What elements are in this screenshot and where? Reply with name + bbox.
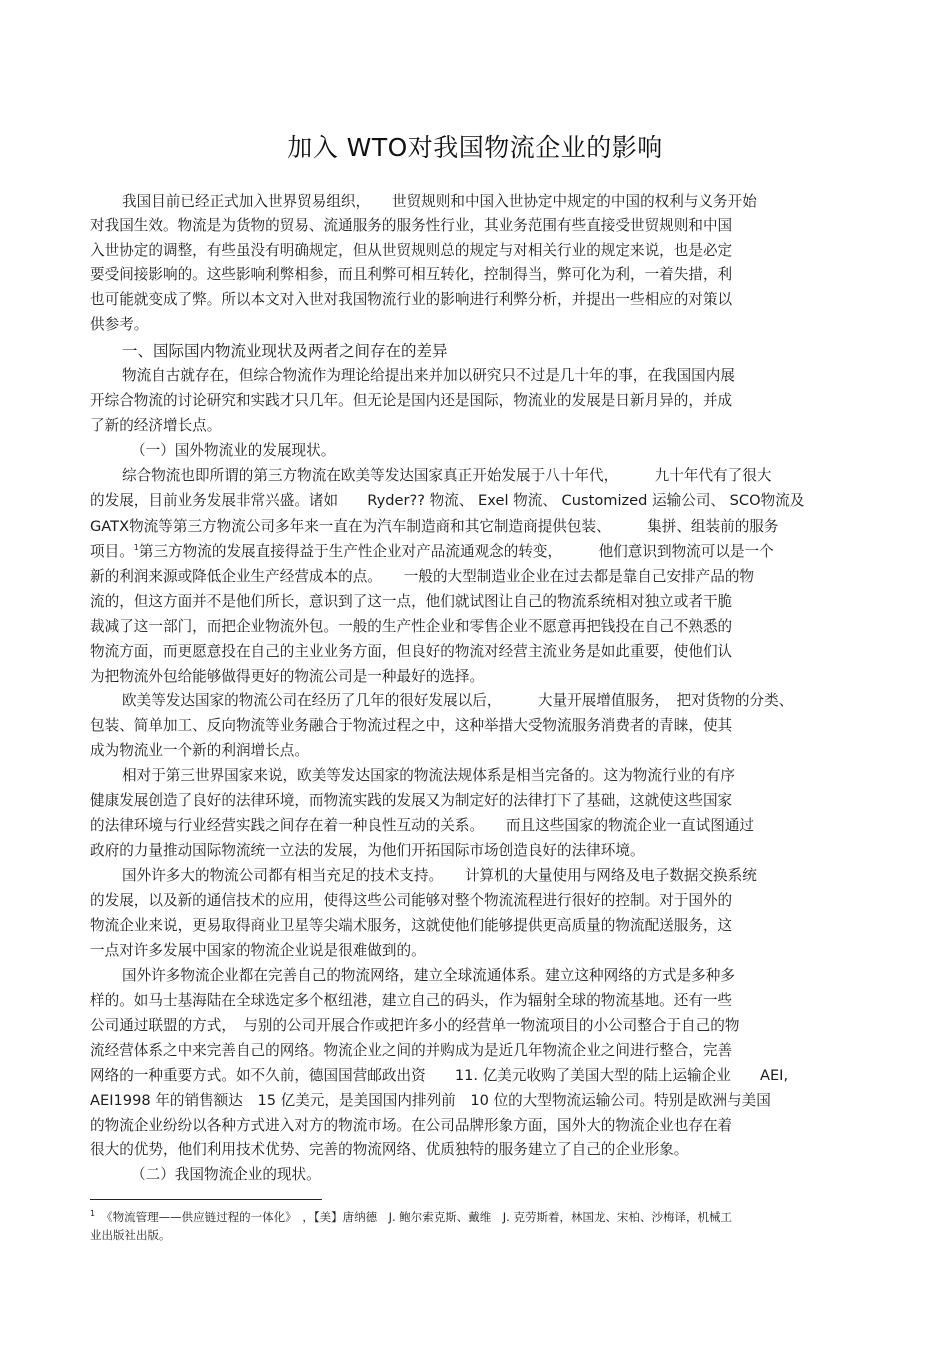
paragraph-line: 政府的力量推动国际物流统一立法的发展，为他们开拓国际市场创造良好的法律环境。: [90, 842, 645, 859]
paragraph-line: 样的。如马士基海陆在全球选定多个枢纽港，建立自己的码头，作为辐射全球的物流基地。还有一些: [90, 992, 733, 1009]
footnote: [90, 1209, 732, 1225]
footnote-text: 《物流管理——供应链过程的一体化》 ，【美】唐纳德 J. 鲍尔索克斯、戴维 J. 克劳斯着，林国龙、宋柏、沙梅译，机械工: [101, 1210, 732, 1224]
paragraph-line: 相对于第三世界国家来说，欧美等发达国家的物流法规体系是相当完备的。这为物流行业的有序: [122, 767, 735, 784]
paragraph-line: 要受间接影响的。这些影响利弊相参，而且利弊可相互转化，控制得当，弊可化为利，一着失措，利: [90, 266, 733, 283]
section-heading: 一、国际国内物流业现状及两者之间存在的差异: [122, 342, 448, 360]
paragraph-line: 很大的优势，他们利用技术优势、完善的物流网络、优质独特的服务建立了自己的企业形象。: [90, 1141, 689, 1158]
paragraph-line: 也可能就变成了弊。所以本文对入世对我国物流行业的影响进行利弊分析，并提出一些相应的对策以: [90, 291, 733, 308]
paragraph-line: 入世协定的调整，有些虽没有明确规定，但从世贸规则总的规定与对相关行业的规定来说，也是必定: [90, 242, 733, 259]
paragraph-line: 综合物流也即所谓的第三方物流在欧美等发达国家真正开始发展于八十年代， 九十年代有了很大: [122, 467, 772, 484]
paragraph-line: 国外许多大的物流公司都有相当充足的技术支持。 计算机的大量使用与网络及电子数据交换系统: [122, 867, 757, 884]
paragraph-line: 包装、简单加工、反向物流等业务融合于物流过程之中，这种举措大受物流服务消费者的青睐，使其: [90, 717, 733, 734]
subsection-heading: （一）国外物流业的发展现状。: [131, 442, 336, 459]
paragraph-line: 的法律环境与行业经营实践之间存在着一种良性互动的关系。 而且这些国家的物流企业一直试图通过: [90, 817, 755, 834]
paragraph-line: 公司通过联盟的方式， 与别的公司开展合作或把许多小的经营单一物流项目的小公司整合于自己的物: [90, 1017, 740, 1034]
paragraph-line: 供参考。: [90, 316, 149, 333]
paragraph-line: 的发展，目前业务发展非常兴盛。诸如 Ryder?? 物流、 Exel 物流、 Customized 运输公司、 SCO物流及: [90, 492, 805, 509]
line-text: 第三方物流的发展直接得益于生产性企业对产品流通观念的转变， 他们意识到物流可以是一个: [138, 543, 774, 560]
footnote-number: 1: [90, 1209, 96, 1219]
subsection-heading: （二）我国物流企业的现状。: [131, 1166, 321, 1183]
footnote-reference: 1: [133, 543, 139, 553]
paragraph-line: 健康发展创造了良好的法律环境，而物流实践的发展又为制定好的法律打下了基础，这就使这些国家: [90, 792, 733, 809]
paragraph-line: 物流自古就存在，但综合物流作为理论给提出来并加以研究只不过是几十年的事，在我国国内展: [122, 367, 735, 384]
paragraph-line: 的物流企业纷纷以各种方式进入对方的物流市场。在公司品牌形象方面，国外大的物流企业也存在着: [90, 1117, 733, 1134]
paragraph-line: 了新的经济增长点。: [90, 417, 222, 434]
paragraph-line: 为把物流外包给能够做得更好的物流公司是一种最好的选择。: [90, 668, 485, 685]
paragraph-line: 流的，但这方面并不是他们所长，意识到了这一点，他们就试图让自己的物流系统相对独立或者干脆: [90, 593, 733, 610]
paragraph-line: 成为物流业一个新的利润增长点。: [90, 742, 309, 759]
paragraph-line: 网络的一种重要方式。如不久前，德国国营邮政出资 11. 亿美元收购了美国大型的陆上运输企业 AEI,: [90, 1067, 789, 1084]
paragraph-line: 物流企业来说，更易取得商业卫星等尖端术服务，这就使他们能够提供更高质量的物流配送服务，这: [90, 917, 733, 934]
paragraph-line: 的发展，以及新的通信技术的应用，使得这些公司能够对整个物流流程进行很好的控制。对于国外的: [90, 892, 733, 909]
document-title: 加入 WTO对我国物流企业的影响: [287, 133, 663, 162]
paragraph-line: AEI1998 年的销售额达 15 亿美元，是美国国内排列前 10 位的大型物流运输公司。特别是欧洲与美国: [90, 1092, 771, 1109]
paragraph-line: 新的利润来源或降低企业生产经营成本的点。 一般的大型制造业企业在过去都是靠自己安排产品的物: [90, 568, 755, 585]
paragraph-line: 国外许多物流企业都在完善自己的物流网络，建立全球流通体系。建立这种网络的方式是多种多: [122, 967, 735, 984]
paragraph-line: 对我国生效。物流是为货物的贸易、流通服务的服务性行业，其业务范围有些直接受世贸规则和中国: [90, 217, 733, 234]
paragraph-line: 欧美等发达国家的物流公司在经历了几年的很好发展以后， 大量开展增值服务， 把对货物的分类、: [122, 692, 794, 709]
paragraph-line: 一点对许多发展中国家的物流企业说是很难做到的。: [90, 942, 426, 959]
paragraph-line: 裁减了这一部门，而把企业物流外包。一般的生产性企业和零售企业不愿意再把钱投在自己不熟悉的: [90, 618, 733, 635]
footnote-continuation: 业出版社出版。: [90, 1228, 171, 1242]
paragraph-line: 物流方面，而更愿意投在自己的主业业务方面，但良好的物流对经营主流业务是如此重要，使他们认: [90, 643, 733, 660]
paragraph-line: [90, 541, 774, 563]
paragraph-line: 流经营体系之中来完善自己的网络。物流企业之间的并购成为是近几年物流企业之间进行整合，完善: [90, 1042, 733, 1059]
line-prefix: 项目。: [90, 543, 134, 560]
paragraph-line: GATX物流等第三方物流公司多年来一直在为汽车制造商和其它制造商提供包装、 集拼、组装前的服务: [90, 518, 779, 535]
paragraph-line: 我国目前已经正式加入世界贸易组织， 世贸规则和中国入世协定中规定的中国的权利与义务开始: [122, 193, 757, 210]
footnote-divider: [90, 1199, 322, 1200]
paragraph-line: 开综合物流的讨论研究和实践才只几年。但无论是国内还是国际，物流业的发展是日新月异的，并成: [90, 392, 733, 409]
